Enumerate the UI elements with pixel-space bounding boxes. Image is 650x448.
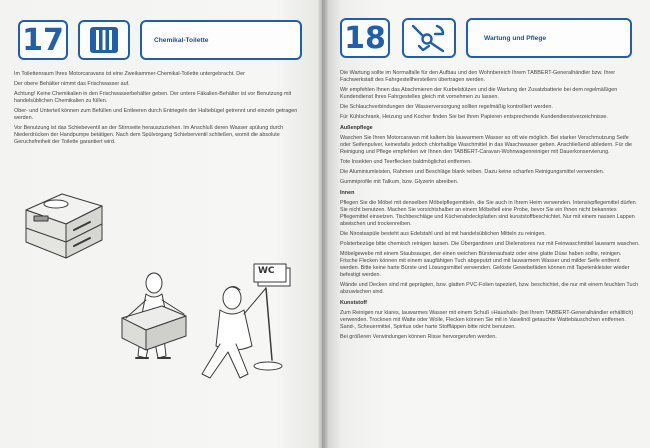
toilet-tank-icon [87,25,121,55]
section-heading: Außenpflege [340,125,373,131]
man-carrying-toilet-drawing [122,273,186,358]
right-page [322,0,650,448]
paragraph: Gummiprofile mit Talkum, bzw. Glyzerin abreiben. [340,179,459,185]
paragraph: Die Nirostaspüle besteht aus Edelstahl und ist mit handelsüblichen Mitteln zu reinigen. [340,231,546,237]
paragraph: Vor Benutzung ist das Schiebeventil an der Stirnseite herauszuziehen. Im Anschluß deren Wasser spülung durch Niederdrücken der Handpumpe betätigen. Nach dem Spülvorgang Schieberventil schließen, womit die absolute Geruchsfreiheit der Toilette garantiert wird. [14,125,284,145]
paragraph: Im Toilettenraum Ihres Motorcaravans ist eine Zweikammer-Chemikal-Toilette untergebracht. Der [14,71,245,77]
paragraph: Für Kühlschrank, Heizung und Kocher finden Sie bei Ihren Papieren entsprechende Kundendienstverzeichnisse. [340,114,608,120]
paragraph: Tote Insekten und Teerflecken baldmöglichst entfernen. [340,159,472,165]
wrench-icon [407,22,451,54]
paragraph: Der obere Behälter nimmt das Frischwasser auf. [14,81,130,87]
chapter-number-18: 18 [340,18,390,58]
paragraph: Wir empfehlen Ihnen das Abschmieren der Kurbelstützen und die Wartung der Zusatzbatterie bei dem regelmäßigen Kundendienst Ihres Fahrgestelles gleich mit vornehmen zu lassen. [340,87,618,100]
paragraph: Die Wartung sollte im Normalfalle für den Aufbau und den Wohnbereich Ihrem TABBERT-Generalhändler bzw. Ihrer Fachwerkstatt des Fahrgestellherstellers übertragen werden. [340,70,616,83]
left-body-text [14,71,310,149]
paragraph: Achtung! Keine Chemikalien in den Frischwasserbehälter geben. Der untere Fäkalien-Behälter ist vor Benutzung mit handelsüblichen Chemikalien zu füllen. [14,91,292,104]
chapter-title: Chemikal-Toilette [154,36,209,44]
paragraph: Wände und Decken sind mit geprägten, bzw. glatten PVC-Folien tapeziert, bzw. beschichtet, die nur mit einem feuchten Tuch abzuwischen sind. [340,282,639,295]
book-gutter [318,0,328,448]
paragraph: Pflegen Sie die Möbel mit denselben Möbelpflegemitteln, die Sie auch in Ihrem Heim verwenden. Intensivpflegemittel dürfen Sie nicht benutzen. Machen Sie vorsichtshalber an einem Möbelteil eine Probe, bevor Sie ein Ihnen nicht bekanntes Pflegemittel einsetzen. Tischbeschläge und Küchenabdeckplatten sind kunststoffbeschichtet. Nur mit einem nassen Lappen abwischen und trockenreiben. [340,200,636,227]
man-with-wc-sign-drawing [202,264,290,378]
paragraph: Möbelgewebe mit einem Staubsauger, der einen weichen Bürstenaufsatz oder eine glatte Düse haben sollte, reinigen. Frische Flecken können mit einem saugfähigen Tuch abgeputzt und mit lauwarmem Wasser und milder Seife entfernt werden. Bitte keine harte Bürste und Lösungsmittel verwenden. Gelöste Gewebefäden können mit Tapetenkleister wieder befestigt werden. [340,251,630,278]
paragraph: Zum Reinigen nur klares, lauwarmes Wasser mit einem Schuß »Haushalt« (bei Ihrem TABBERT-Generalhändler erhältlich) verwenden. Trocknen mit Watte oder Wolle, Flecken können Sie mit in Vaselinöl getauchte Wattebäuschchen entfernen. Sand-, Scheuermittel, Spiritus oder harte Stoffläppen bitte nicht benutzen. [340,310,634,330]
right-body-text [340,70,640,344]
section-heading: Kunststoff [340,300,367,306]
paragraph: Polsterbezüge bitte chemisch reinigen lassen. Die Übergardinen und Dielenstores nur mit Feinwaschmittel lauwarm waschen. [340,241,640,247]
chapter-title-box [140,20,302,60]
toilet-illustration [14,180,314,442]
paragraph: Die Schlauchverbindungen der Wasserversorgung sollten regelmäßig kontrolliert werden. [340,104,553,110]
chapter-title-box [466,18,632,58]
paragraph: Waschen Sie Ihren Motorcaravan mit kaltem bis lauwarmem Wasser so oft wie möglich. Bei starker Verschmutzung Seife oder Seifenpulver, keinesfalls jedoch chlorhaltige Waschmittel in das Waschwasser geben. Anschließend abledern. Für die Reinigung und Pflege empfehlen wir Ihnen den TABBERT-Caravan-Wohnwagenreiniger mit Dauerkonservierung. [340,135,633,155]
chapter-title: Wartung und Pflege [484,34,547,42]
wrench-icon-box [402,18,456,58]
toilet-icon-box [78,20,130,60]
portable-toilet-drawing [26,194,102,258]
paragraph: Bei größeren Verwindungen können Risse hervorgerufen werden. [340,334,497,340]
left-page [0,0,322,448]
paragraph: Die Aluminiumleisten, Rahmen und Beschläge blank reiben. Dazu keine scharfen Reinigungsmittel verwenden. [340,169,605,175]
paragraph: Ober- und Unterteil können zum Befüllen und Entleeren durch Entriegeln der Haltebügel getrennt und einzeln getragen werden. [14,108,298,121]
chapter-number-17: 17 [18,20,68,60]
section-heading: Innen [340,190,355,196]
wc-sign-label: WC [258,266,275,276]
